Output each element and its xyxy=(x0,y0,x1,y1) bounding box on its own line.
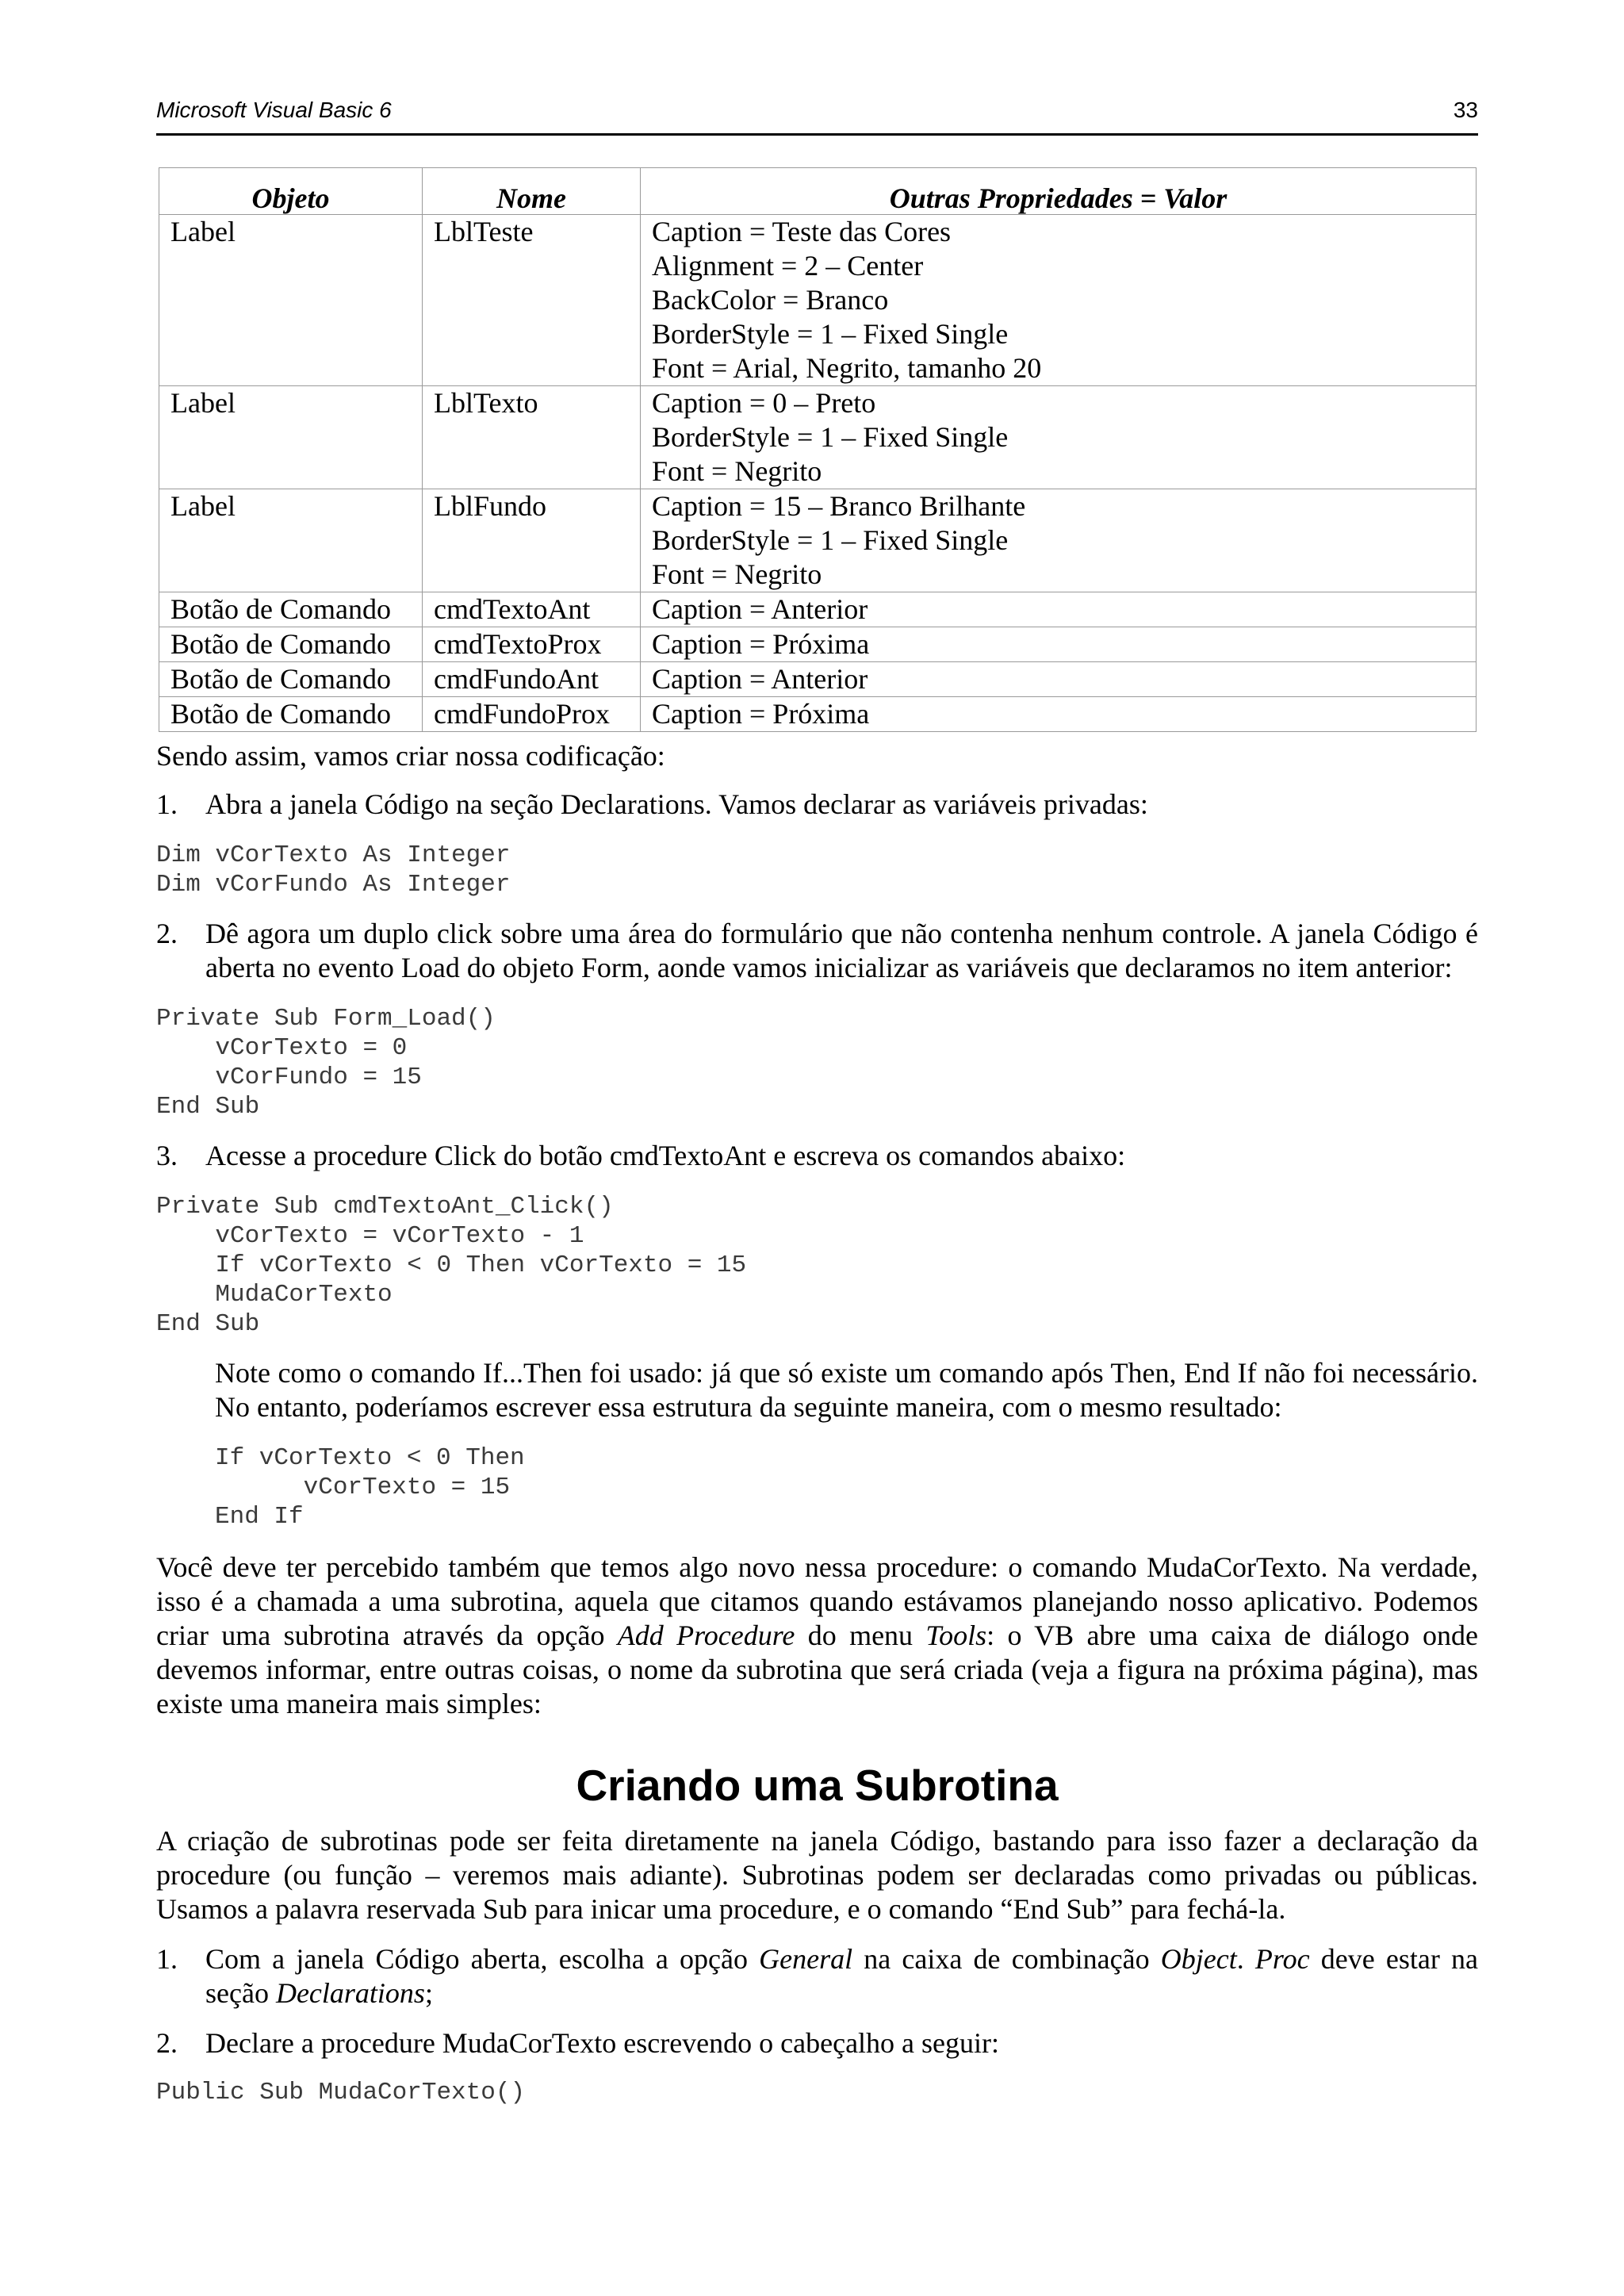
list-item xyxy=(156,1139,1478,1173)
property-line: Caption = Anterior xyxy=(652,593,868,625)
property-line: Font = Arial, Negrito, tamanho 20 xyxy=(652,352,1042,384)
cell-objeto: Botão de Comando xyxy=(159,627,423,662)
cell-nome: LblFundo xyxy=(423,489,641,592)
text-run-italic: Object xyxy=(1160,1943,1237,1975)
list-item xyxy=(156,788,1478,822)
property-line: Caption = Próxima xyxy=(652,698,870,730)
code-block: Private Sub cmdTextoAnt_Click() vCorTexto = vCorTexto - 1 If vCorTexto < 0 Then vCorTexto = 15 MudaCorTexto End Sub xyxy=(156,1193,747,1338)
text-run: deve estar na seção xyxy=(205,1943,1478,2009)
cell-objeto: Botão de Comando xyxy=(159,697,423,732)
cell-objeto: Label xyxy=(159,386,423,489)
cell-nome: LblTeste xyxy=(423,215,641,386)
cell-objeto: Botão de Comando xyxy=(159,592,423,627)
code-block: Dim vCorTexto As Integer Dim vCorFundo As Integer xyxy=(156,841,511,899)
list-item-text: Acesse a procedure Click do botão cmdTextoAnt e escreva os comandos abaixo: xyxy=(205,1140,1126,1171)
cell-nome: cmdTextoAnt xyxy=(423,592,641,627)
main-content xyxy=(156,739,1478,2107)
table-row xyxy=(159,592,1477,627)
list-item-text: Dê agora um duplo click sobre uma área do formulário que não contenha nenhum controle. A janela Código é aberta no evento Load do objeto Form, aonde vamos inicializar as variáveis que declaramos no item anterior: xyxy=(205,918,1478,983)
table-row xyxy=(159,627,1477,662)
table-row xyxy=(159,215,1477,386)
cell-propriedades xyxy=(641,697,1477,732)
column-header: Outras Propriedades = Valor xyxy=(641,168,1477,215)
section-paragraph: A criação de subrotinas pode ser feita diretamente na janela Código, bastando para isso fazer a declaração da procedure (ou função – veremos mais adiante). Subrotinas podem ser declaradas como privadas ou públicas. Usamos a palavra reservada Sub para inicar uma procedure, e o comando “End Sub” para fechá-la. xyxy=(156,1825,1478,1925)
cell-objeto: Botão de Comando xyxy=(159,662,423,697)
text-run: . xyxy=(1236,1943,1255,1975)
cell-propriedades xyxy=(641,215,1477,386)
list-number: 1. xyxy=(156,1943,178,1975)
property-line: BackColor = Branco xyxy=(652,284,889,316)
text-run-italic: Proc xyxy=(1254,1943,1310,1975)
list-item xyxy=(156,2026,1478,2060)
text-run-italic: Add Procedure xyxy=(617,1619,795,1651)
list-number: 3. xyxy=(156,1140,178,1171)
text-run-italic: Tools xyxy=(925,1619,987,1651)
cell-nome: LblTexto xyxy=(423,386,641,489)
code-block: If vCorTexto < 0 Then vCorTexto = 15 End If xyxy=(215,1444,525,1531)
page-number: 33 xyxy=(1453,98,1478,122)
list-item xyxy=(156,1942,1478,2010)
cell-propriedades xyxy=(641,662,1477,697)
property-line: BorderStyle = 1 – Fixed Single xyxy=(652,421,1009,453)
table-row xyxy=(159,489,1477,592)
text-run: Você deve ter percebido também que temos algo novo nessa procedure: o comando MudaCorTexto. Na verdade, isso é a chamada a uma subrotina, aquela que citamos quando estávamos planejando nosso aplicativo. Podemos criar uma subrotina através da opção xyxy=(156,1551,1478,1651)
cell-objeto: Label xyxy=(159,215,423,386)
cell-propriedades xyxy=(641,386,1477,489)
text-run: : o VB abre uma caixa de diálogo onde devemos informar, entre outras coisas, o nome da subrotina que será criada (veja a figura na próxima página), mas existe uma maneira mais simples: xyxy=(156,1619,1478,1719)
property-line: Font = Negrito xyxy=(652,558,822,590)
cell-nome: cmdTextoProx xyxy=(423,627,641,662)
code-block: Public Sub MudaCorTexto() xyxy=(156,2079,526,2106)
text-run: do menu xyxy=(795,1619,926,1651)
cell-propriedades xyxy=(641,489,1477,592)
list-number: 1. xyxy=(156,788,178,820)
property-line: Caption = 0 – Preto xyxy=(652,387,876,419)
list-item-text: Abra a janela Código na seção Declarations. Vamos declarar as variáveis privadas: xyxy=(205,788,1148,820)
property-line: Font = Negrito xyxy=(652,455,822,487)
properties-table xyxy=(159,167,1477,732)
section-title: Criando uma Subrotina xyxy=(576,1761,1059,1810)
code-block: Private Sub Form_Load() vCorTexto = 0 vCorFundo = 15 End Sub xyxy=(156,1005,496,1121)
property-line: Caption = Teste das Cores xyxy=(652,216,952,247)
table-row xyxy=(159,697,1477,732)
property-line: BorderStyle = 1 – Fixed Single xyxy=(652,318,1009,350)
column-header: Objeto xyxy=(159,168,423,215)
note-paragraph: Note como o comando If...Then foi usado: já que só existe um comando após Then, End If não foi necessário. No entanto, poderíamos escrever essa estrutura da seguinte maneira, com o mesmo resultado: xyxy=(215,1357,1478,1423)
intro-paragraph: Sendo assim, vamos criar nossa codificação: xyxy=(156,740,665,772)
cell-propriedades xyxy=(641,592,1477,627)
text-run-italic: General xyxy=(759,1943,853,1975)
cell-nome: cmdFundoProx xyxy=(423,697,641,732)
table-row xyxy=(159,662,1477,697)
list-number: 2. xyxy=(156,918,178,949)
text-run-italic: Declarations xyxy=(275,1977,425,2009)
cell-propriedades xyxy=(641,627,1477,662)
property-line: BorderStyle = 1 – Fixed Single xyxy=(652,524,1009,556)
property-line: Alignment = 2 – Center xyxy=(652,250,924,282)
page-header xyxy=(156,94,1478,136)
cell-nome: cmdFundoAnt xyxy=(423,662,641,697)
text-run: Com a janela Código aberta, escolha a opção xyxy=(205,1943,760,1975)
text-run: ; xyxy=(424,1977,433,2009)
property-line: Caption = Anterior xyxy=(652,663,868,695)
list-item xyxy=(156,917,1478,985)
column-header: Nome xyxy=(423,168,641,215)
body-paragraph xyxy=(156,1550,1478,1721)
header-title: Microsoft Visual Basic 6 xyxy=(156,98,392,122)
text-run: na caixa de combinação xyxy=(852,1943,1161,1975)
list-number: 2. xyxy=(156,2027,178,2059)
property-line: Caption = Próxima xyxy=(652,628,870,660)
table-header-row xyxy=(159,168,1477,215)
table-row xyxy=(159,386,1477,489)
property-line: Caption = 15 – Branco Brilhante xyxy=(652,490,1026,522)
cell-objeto: Label xyxy=(159,489,423,592)
list-item-text: Declare a procedure MudaCorTexto escrevendo o cabeçalho a seguir: xyxy=(205,2027,1000,2059)
